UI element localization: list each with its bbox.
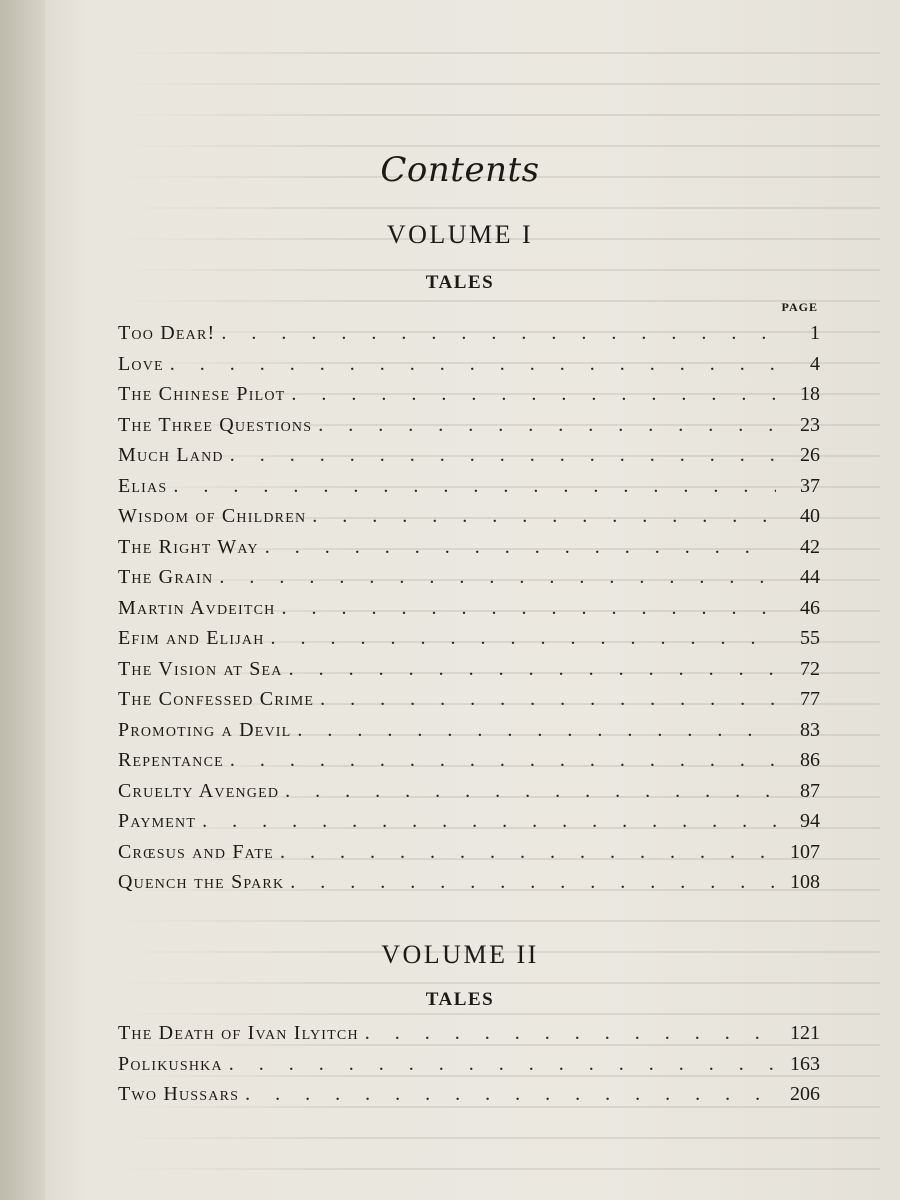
toc-entry <box>118 627 820 657</box>
entry-title: Elias <box>118 474 168 497</box>
entry-title: Efim and Elijah <box>118 627 265 649</box>
dot-leader <box>297 719 776 742</box>
entry-page: 94 <box>800 810 820 832</box>
entry-page: 77 <box>800 688 820 710</box>
toc-entry <box>118 1053 820 1083</box>
entry-title: The Death of Ivan Ilyitch <box>118 1022 359 1044</box>
entry-page: 108 <box>790 871 820 893</box>
dot-leader <box>291 383 776 406</box>
dot-leader <box>221 322 776 345</box>
entry-title: Too Dear! <box>118 322 216 344</box>
entry-page: 37 <box>800 474 820 497</box>
dot-leader <box>265 536 776 559</box>
entry-title: The Right Way <box>118 535 259 558</box>
toc-entry <box>118 719 820 749</box>
toc-entry <box>118 536 820 566</box>
dot-leader <box>312 505 776 528</box>
toc-entry <box>118 414 820 444</box>
entry-title: Promoting a Devil <box>118 718 292 741</box>
dot-leader <box>282 597 777 620</box>
entry-title: The Confessed Crime <box>118 688 315 710</box>
toc-entry <box>118 322 820 352</box>
entry-title: The Grain <box>118 566 214 588</box>
dot-leader <box>173 475 776 498</box>
entry-page: 83 <box>800 718 820 741</box>
volume-2-section: TALES <box>425 989 495 1010</box>
dot-leader <box>245 1083 776 1106</box>
entry-title: Love <box>118 352 164 375</box>
entry-title: The Vision at Sea <box>118 657 283 680</box>
entry-title: Quench the Spark <box>118 871 285 893</box>
entry-page: 86 <box>800 749 820 771</box>
dot-leader <box>365 1022 776 1045</box>
toc-entry <box>118 749 820 779</box>
dot-leader <box>285 780 776 803</box>
page-title: Contents <box>380 150 540 190</box>
toc-entry <box>118 871 820 901</box>
toc-entry <box>118 383 820 413</box>
entry-title: Crœsus and Fate <box>118 840 274 863</box>
toc-entry <box>118 780 820 810</box>
volume-2-title: VOLUME II <box>381 940 539 969</box>
entry-title: Repentance <box>118 749 224 771</box>
entry-page: 163 <box>790 1052 820 1075</box>
entry-page: 44 <box>800 566 820 588</box>
entry-title: Cruelty Avenged <box>118 779 280 802</box>
entry-page: 4 <box>810 352 820 375</box>
entry-title: Martin Avdeitch <box>118 596 276 619</box>
entry-title: Two Hussars <box>118 1083 240 1105</box>
toc-entry <box>118 810 820 840</box>
toc-entry <box>118 353 820 383</box>
dot-leader <box>230 444 776 467</box>
entry-title: Wisdom of Children <box>118 505 307 527</box>
entry-page: 26 <box>800 444 820 466</box>
volume-1-title: VOLUME I <box>386 220 534 249</box>
entry-page: 121 <box>790 1022 820 1044</box>
entry-page: 1 <box>810 322 820 344</box>
entry-title: Much Land <box>118 444 224 466</box>
toc-entry <box>118 566 820 596</box>
toc-entry <box>118 658 820 688</box>
entry-page: 46 <box>800 596 820 619</box>
entry-page: 18 <box>800 383 820 405</box>
toc-entry <box>118 444 820 474</box>
dot-leader <box>320 688 776 711</box>
toc-entry <box>118 505 820 535</box>
entry-title: The Three Questions <box>118 413 313 436</box>
entry-title: Polikushka <box>118 1052 223 1075</box>
toc-entry <box>118 597 820 627</box>
entry-page: 40 <box>800 505 820 527</box>
dot-leader <box>202 810 776 833</box>
dot-leader <box>289 658 776 681</box>
dot-leader <box>229 1053 776 1076</box>
entry-page: 206 <box>790 1083 820 1105</box>
dot-leader <box>271 627 776 650</box>
entry-title: Payment <box>118 810 197 832</box>
dot-leader <box>230 749 776 772</box>
entry-page: 72 <box>800 657 820 680</box>
entry-page: 23 <box>800 413 820 436</box>
dot-leader <box>280 841 776 864</box>
toc-entry <box>118 1083 820 1113</box>
toc-entry <box>118 1022 820 1052</box>
dot-leader <box>318 414 776 437</box>
toc-entry <box>118 841 820 871</box>
dot-leader <box>290 871 776 894</box>
entry-title: The Chinese Pilot <box>118 383 286 405</box>
entry-page: 55 <box>800 627 820 649</box>
page-column-label: PAGE <box>781 300 818 314</box>
entry-page: 87 <box>800 779 820 802</box>
dot-leader <box>170 353 776 376</box>
entry-page: 107 <box>790 840 820 863</box>
dot-leader <box>219 566 776 589</box>
entry-page: 42 <box>800 535 820 558</box>
toc-entry <box>118 475 820 505</box>
toc-entry <box>118 688 820 718</box>
volume-1-section: TALES <box>425 272 495 293</box>
